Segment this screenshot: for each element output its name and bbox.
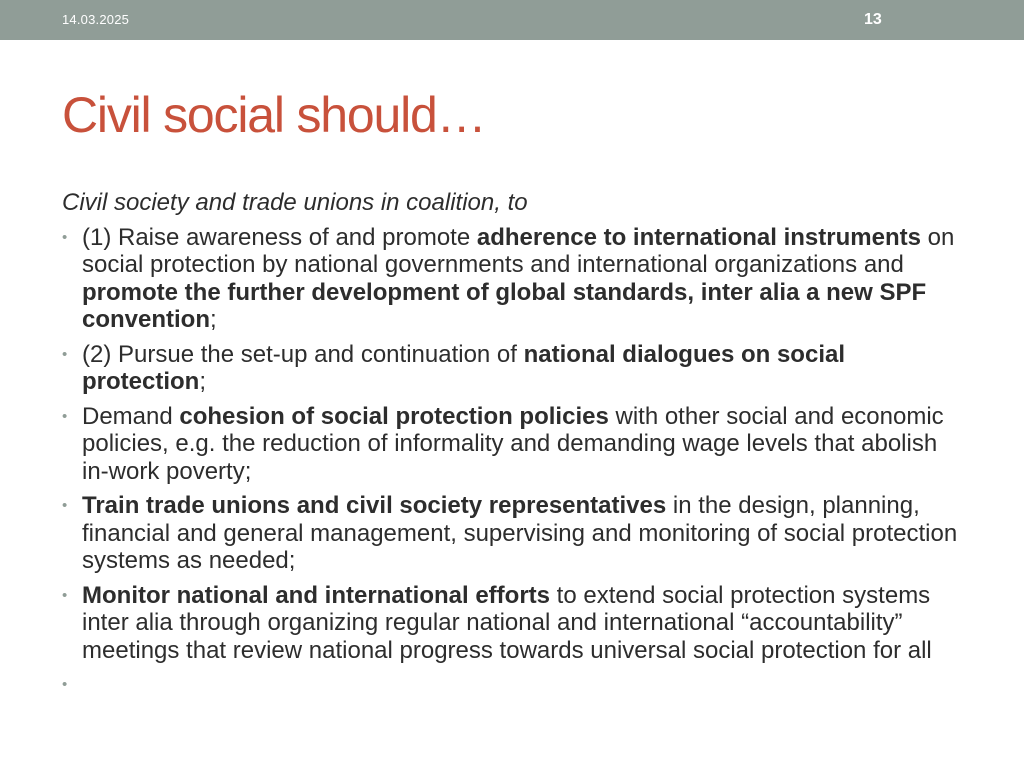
slide-page-number: 13 — [864, 11, 882, 28]
bullet-text: ; — [199, 368, 206, 395]
bullet-emphasis-text: cohesion of social protection policies — [179, 402, 609, 430]
bullet-emphasis-text: adherence to international instruments — [476, 223, 921, 251]
slide-body — [62, 189, 967, 706]
bullet-text: Demand — [82, 402, 180, 430]
bullet-text: to extend social protection systems inter alia through organizing regular national and international “accountability” meetings that review national progress towards universal social protection for all — [82, 581, 932, 664]
bullet-text: on social protection by national governments and international organizations and — [82, 223, 955, 278]
bullet-emphasis-text: national dialogues on social protection — [82, 340, 845, 395]
slide-title: Civil social should… — [62, 87, 486, 143]
bullet-item — [62, 671, 967, 699]
bullet-item — [62, 403, 967, 486]
bullet-emphasis-text: Train trade unions and civil society representatives — [82, 492, 667, 519]
bullet-item — [62, 224, 967, 334]
bullet-text: ; — [210, 306, 217, 333]
bullet-emphasis-text: Monitor national and international efforts — [82, 581, 550, 609]
intro-text: Civil society and trade unions in coalition, to — [62, 189, 528, 216]
bullet-text: (2) Pursue the set-up and continuation of — [82, 340, 524, 368]
bullet-item — [62, 582, 967, 665]
bullet-text: in the design, planning, financial and general management, supervising and monitoring of social protection systems as needed; — [82, 492, 958, 574]
bullet-list — [62, 224, 967, 699]
bullet-item — [62, 341, 967, 396]
bullet-item — [62, 492, 967, 575]
bullet-emphasis-text: promote the further development of global standards, inter alia a new SPF convention — [82, 278, 927, 333]
slide-date: 14.03.2025 — [62, 12, 130, 27]
slide-header-bar — [0, 0, 1024, 40]
bullet-text: (1) Raise awareness of and promote — [82, 223, 477, 251]
bullet-text: with other social and economic policies, e.g. the reduction of informality and demanding wage levels that abolish in-work poverty; — [82, 402, 944, 485]
